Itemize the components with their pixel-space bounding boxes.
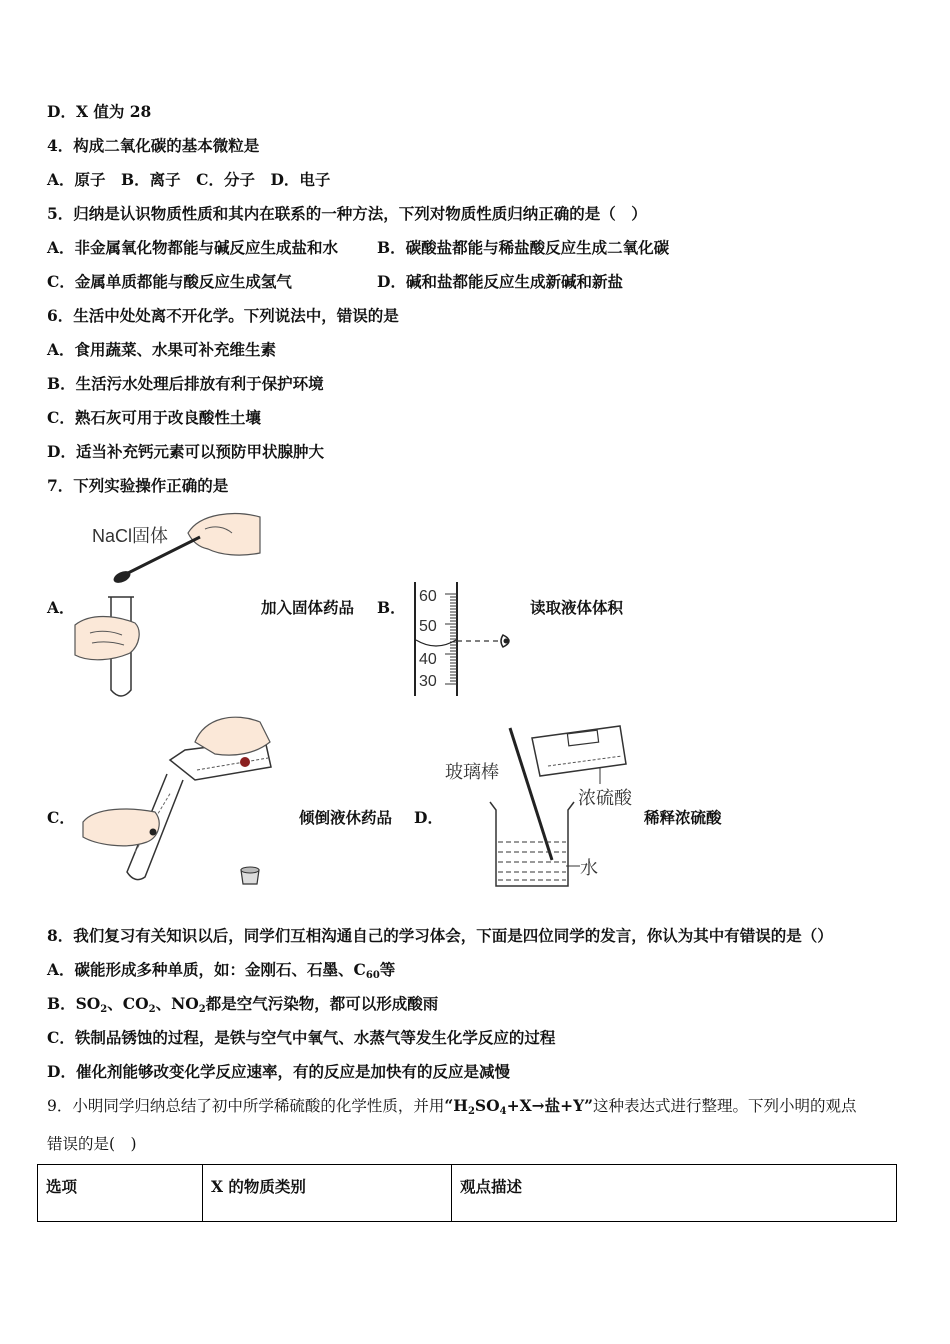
q8-stem: 8．我们复习有关知识以后，同学们互相沟通自己的学习体会，下面是四位同学的发言，你认为其中有错误的是（） [47,926,833,945]
table-header-row [38,1165,897,1222]
q9-stem-line2: 错误的是( ) [47,1135,137,1153]
q8-option-c: C．铁制品锈蚀的过程，是铁与空气中氧气、水蒸气等发生化学反应的过程 [47,1028,556,1047]
q9-formula-rest: +X→盐+Y” [506,1096,594,1115]
q8b-rest: 都是空气污染物，都可以形成酸雨 [205,994,439,1013]
table-header-category: X 的物质类别 [203,1165,452,1222]
q8-option-a [47,960,395,986]
q9-text-end: 这种表达式进行整理。下列小明的观点 [593,1097,857,1115]
scale-tick-30: 30 [419,673,437,690]
q7-option-a-caption: 加入固体药品 [261,598,355,617]
table-header-description: 观点描述 [452,1165,897,1222]
q8b-sub-2: 2 [148,1004,156,1015]
q6-option-b: B．生活污水处理后排放有利于保护环境 [47,374,324,393]
glass-rod-label: 玻璃棒 [445,762,499,782]
q6-option-c: C．熟石灰可用于改良酸性土壤 [47,408,261,427]
q5-option-d: D．碱和盐都能反应生成新碱和新盐 [377,272,623,291]
q5-option-b: B．碳酸盐都能与稀盐酸反应生成二氧化碳 [377,238,670,257]
q5-stem: 5．归纳是认识物质性质和其内在联系的一种方法，下列对物质性质归纳正确的是（ ） [47,204,647,223]
q5-option-a: A．非金属氧化物都能与碱反应生成盐和水 [47,238,339,257]
q8b-so: B．SO [47,994,101,1013]
q4-stem: 4．构成二氧化碳的基本微粒是 [47,136,260,155]
q5-option-c: C．金属单质都能与酸反应生成氢气 [47,272,292,291]
table-header-option: 选项 [38,1165,203,1222]
q8b-no: 、NO [155,994,199,1013]
q7-option-c-label: C． [47,808,75,827]
q6-option-d: D．适当补充钙元素可以预防甲状腺肿大 [47,442,324,461]
q7-option-d-caption: 稀释浓硫酸 [644,808,722,827]
conc-acid-label: 浓硫酸 [578,788,632,808]
scale-tick-40: 40 [419,651,437,668]
q9-stem [47,1096,857,1122]
scale-tick-60: 60 [419,588,437,605]
q7-option-d-label: D． [414,808,443,827]
q9-sub-4: 4 [499,1106,507,1117]
q8-option-d: D．催化剂能够改变化学反应速率，有的反应是加快有的反应是减慢 [47,1062,510,1081]
figure-a-label: NaCl固体 [92,526,169,546]
q8-option-b [47,994,438,1020]
q9-formula-so: SO [474,1096,500,1115]
q9-table [37,1164,897,1222]
q9-sub-2: 2 [467,1106,475,1117]
q8b-co: 、CO [107,994,149,1013]
q8b-sub-3: 2 [198,1004,206,1015]
q6-option-a: A．食用蔬菜、水果可补充维生素 [47,340,277,359]
q8a-subscript: 60 [365,970,380,981]
q3-option-d: D．X 值为 28 [47,102,152,121]
q4-options: A．原子 B．离子 C．分子 D．电子 [47,170,331,189]
q7-option-b-label: B． [377,598,406,617]
q7-option-c-caption: 倾倒液休药品 [299,808,393,827]
q7-option-a-label: A． [47,598,75,617]
figure-add-solid [70,505,270,705]
q9-text: 9．小明同学归纳总结了初中所学稀硫酸的化学性质，并用 [47,1097,445,1115]
figure-pour-liquid [75,712,295,892]
figure-read-volume [405,580,525,698]
q8b-sub-1: 2 [100,1004,108,1015]
q6-stem: 6．生活中处处离不开化学。下列说法中，错误的是 [47,306,399,325]
water-label: 水 [580,858,598,878]
figure-dilute-acid [440,720,640,895]
q9-formula-h: “H [444,1096,468,1115]
q8a-text: A．碳能形成多种单质，如：金刚石、石墨、C [47,960,366,979]
q7-option-b-caption: 读取液体体积 [530,598,624,617]
scale-tick-50: 50 [419,618,437,635]
q7-stem: 7．下列实验操作正确的是 [47,476,229,495]
q8a-end: 等 [379,960,396,979]
